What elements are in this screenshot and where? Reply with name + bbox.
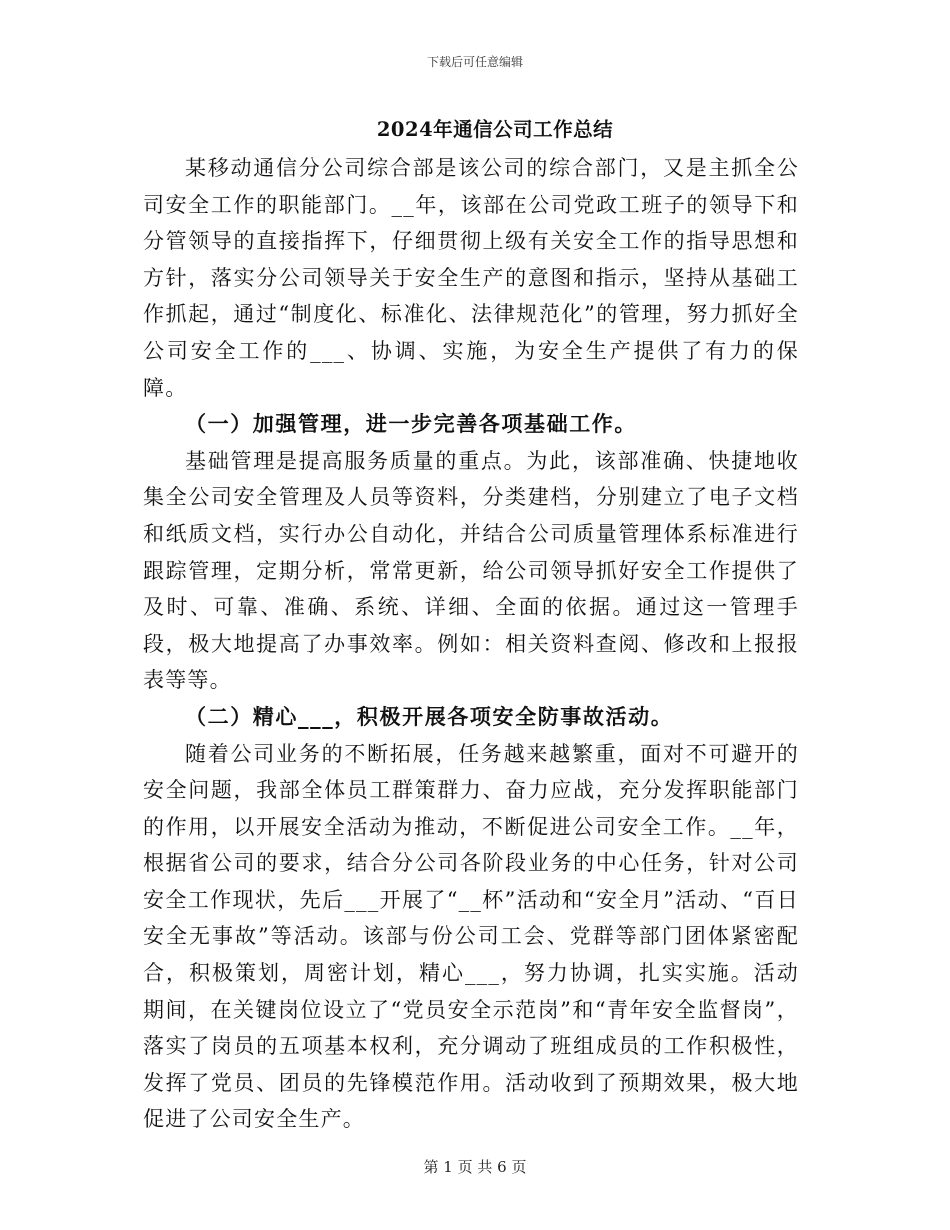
paragraph-basic-management: 基础管理是提高服务质量的重点。为此，该部准确、快捷地收集全公司安全管理及人员等资料，分类建档，分别建立了电子文档和纸质文档，实行办公自动化，并结合公司质量管理体系标准进行跟踪管理，定期分析，常常更新，给公司领导抓好安全工作提供了及时、可靠、准确、系统、详细、全面的依据。通过这一管理手段，极大地提高了办事效率。例如：相关资料查阅、修改和上报报表等等。: [143, 448, 799, 693]
page-number-footer: 第 1 页 共 6 页: [423, 1158, 527, 1176]
document-body: [143, 150, 799, 1138]
header-note: 下载后可任意编辑: [426, 55, 523, 69]
section-heading-2: （二）精心___，积极开展各项安全防事故活动。: [185, 703, 674, 729]
paragraph-safety-activities: 随着公司业务的不断拓展，任务越来越繁重，面对不可避开的安全问题，我部全体员工群策群力、奋力应战，充分发挥职能部门的作用，以开展安全活动为推动，不断促进公司安全工作。__年，根据省公司的要求，结合分公司各阶段业务的中心任务，针对公司安全工作现状，先后___开展了“__杯”活动和“安全月”活动、“百日安全无事故”等活动。该部与份公司工会、党群等部门团体紧密配合，积极策划，周密计划，精心___，努力协调，扎实实施。活动期间，在关键岗位设立了“党员安全示范岗”和“青年安全监督岗”，落实了岗员的五项基本权利，充分调动了班组成员的工作积极性，发挥了党员、团员的先锋模范作用。活动收到了预期效果，极大地促进了公司安全生产。: [143, 741, 799, 1132]
paragraph-intro: 某移动通信分公司综合部是该公司的综合部门，又是主抓全公司安全工作的职能部门。__年，该部在公司党政工班子的领导下和分管领导的直接指挥下，仔细贯彻上级有关安全工作的指导思想和方针，落实分公司领导关于安全生产的意图和指示，坚持从基础工作抓起，通过“制度化、标准化、法律规范化”的管理，努力抓好全公司安全工作的___、协调、实施，为安全生产提供了有力的保障。: [143, 156, 799, 400]
section-heading-1: （一）加强管理，进一步完善各项基础工作。: [185, 411, 637, 437]
document-title: 2024年通信公司工作总结: [376, 118, 614, 141]
